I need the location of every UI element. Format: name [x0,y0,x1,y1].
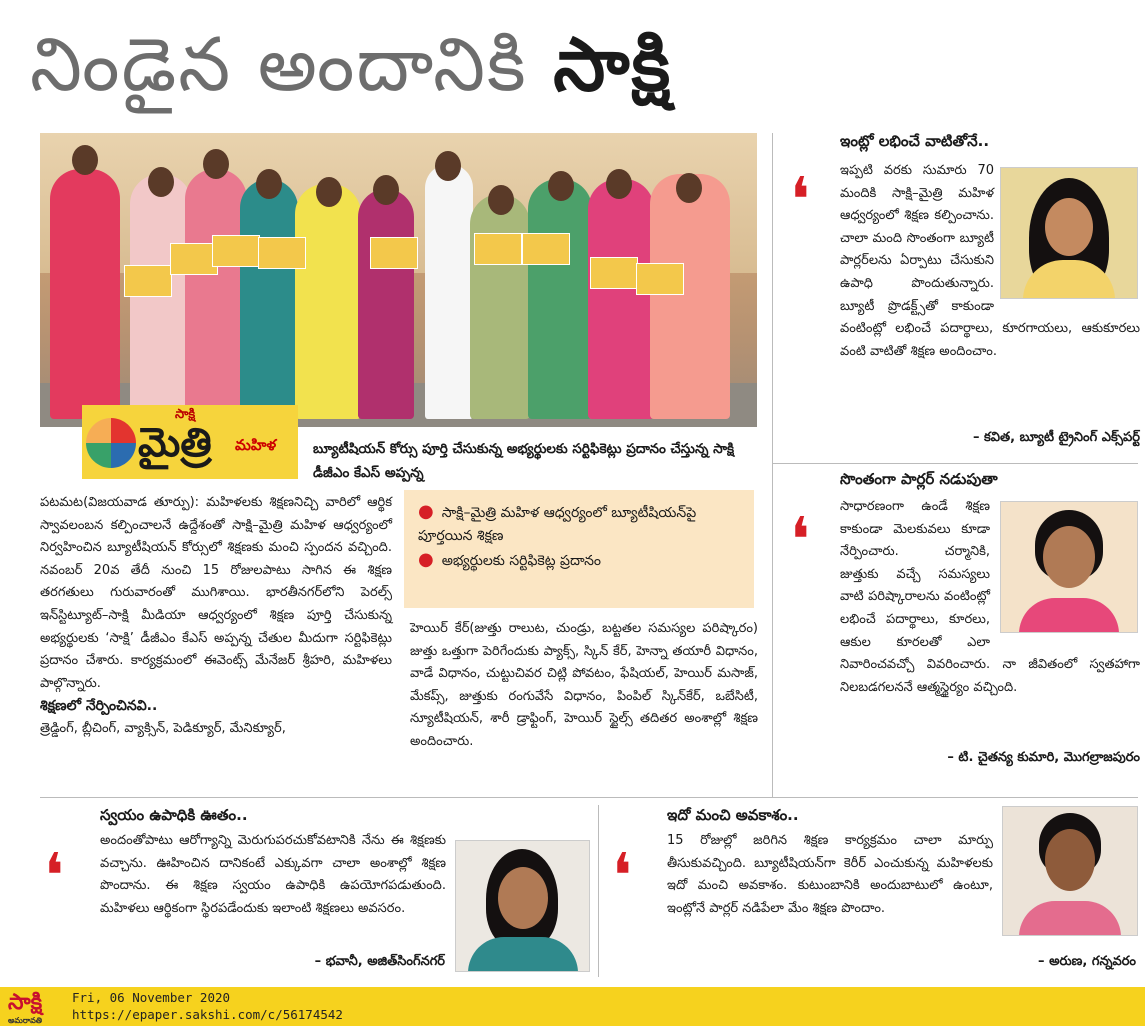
highlight-text: సాక్షి–మైత్రి మహిళ ఆధ్వర్యంలో బ్యూటీషియన్‌పై పూర్తయిన శిక్షణ [418,505,697,544]
bottom-quote-2-text: 15 రోజుల్లో జరిగిన శిక్షణ కార్యక్రమం చాలా మార్పు తీసుకువచ్చింది. బ్యూటీషియన్‌గా కెరీర్‌ ఎంచుకున్న మహిళలకు ఇదో మంచి అవకాశం. కుటుంబానికి అందుబాటులో ఉంటూ, ఇంట్లోనే పార్లర్‌ నడిపేలా మేం శిక్షణ పొందాం. [667,833,993,916]
side-quote-1-body: ఇప్పటి వరకు సుమారు 70 మందికి సాక్షి–మైత్రి మహిళ ఆధ్వర్యంలో శిక్షణ కల్పించాను. చాలా మంది సొంతంగా బ్యూటీ పార్లర్‌లను ఏర్పాటు చేసుకుని ఉపాధి పొందుతున్నారు. బ్యూటీ ప్రొడక్ట్స్‌తో కాకుండా వంటింట్లో లభించే పదార్థాలు, కూరగాయలు, ఆకుకూరలు వంటి వాటితో శిక్షణ అందించాం. [840,163,1140,359]
footer-url[interactable]: https://epaper.sakshi.com/c/56174542 [72,1007,343,1022]
side-quote-1-attribution: – కవిత, బ్యూటీ ట్రైనింగ్‌ ఎక్స్‌పర్ట్‌ [972,430,1140,445]
headline-main: నిండైన అందానికి [30,22,528,108]
bullet-icon: ● [418,501,434,522]
group-photo [40,133,757,427]
article-column-1-end: త్రెడ్డింగ్, బ్లీచింగ్, వ్యాక్సిన్, పెడిక్యూర్, మేనిక్యూర్, [40,720,286,736]
article-column-1 [40,492,392,741]
quote-icon: ❛ [44,839,64,912]
bottom-divider [598,805,599,977]
article-body: పటమట(విజయవాడ తూర్పు): మహిళలకు శిక్షణనిచ్చి వారిలో ఆర్థిక స్వావలంబన కల్పించాలనే ఉద్దేశంతో సాక్షి–మైత్రి మహిళ ఆధ్వర్యంలో నిర్వహించిన బ్యూటీషియన్‌ కోర్సులో శిక్షణకు మంచి స్పందన వచ్చింది. నవంబర్‌ 20వ తేదీ నుంచి 15 రోజులపాటు సాగిన ఈ శిక్షణ తరగతులు గురువారంతో ముగిశాయి. భారతీనగర్‌లోని పెరల్స్‌ ఇన్‌స్టిట్యూట్‌–సాక్షి మీడియా ఆధ్వర్యంలో శిక్షణ పూర్తి చేసుకున్న అభ్యర్థులకు ‘సాక్షి’ డీజీఎం కేఎస్‌ అప్పన్న చేతుల మీదుగా సర్టిఫికెట్లు ప్రదానం చేశారు. కార్యక్రమంలో ఈవెంట్స్‌ మేనేజర్‌ శ్రీహరి, మహిళలు పాల్గొన్నారు. [40,495,392,691]
quote-icon: ❛ [612,839,632,912]
highlight-text: అభ్యర్థులకు సర్టిఫికెట్ల ప్రదానం [441,553,602,569]
bottom-quote-1-title: స్వయం ఉపాధికి ఊతం.. [100,806,248,824]
portrait-bhavani [455,840,590,972]
portrait-aruna [1002,806,1138,936]
headline [30,10,1110,120]
bottom-quote-2-title: ఇదో మంచి అవకాశం.. [667,806,799,824]
side-quote-2-body: సాధారణంగా ఉండే శిక్షణ కాకుండా మెలకువలు కూడా నేర్పించారు. చర్మానికి, జుత్తుకు వచ్చే సమస్యలు వాటి పరిష్కారాలను వంటింట్లో లభించే పదార్థాలు, కూరలు, ఆకుల కూరలతో ఎలా నివారించవచ్చో వివరించారు. నా జీవితంలో స్వతహాగా నిలబడగలననే ఆత్మస్థైర్యం వచ్చింది. [840,499,1140,695]
quote-icon: ❛ [790,503,810,576]
footer-logo-subtext: అమరావతి [8,1016,43,1025]
headline-brand: సాక్షి [553,22,673,108]
portrait-kavitha [1000,167,1138,299]
article-column-2: హెయిర్‌ కేర్‌(జుత్తు రాలుట, చుండ్రు, బట్టతల సమస్యల పరిష్కారం) జుత్తు ఒత్తుగా పెరిగేందుకు ప్యాక్స్, స్కిన్‌ కేర్, హెన్నా తయారీ విధానం, వాడే విధానం, చుట్టుచివర చిట్లి పోవటం, ఫేషియల్, హెయిర్‌ మసాజ్, మేకప్స్, జుత్తుకు రంగువేసే విధానం, పింపిల్‌ స్కిన్‌కేర్, ఒబేసిటీ, న్యూటీషియన్, శారీ డ్రాఫ్టింగ్, హెయిర్‌ స్టైల్స్‌ తదితర అంశాల్లో శిక్షణ అందించారు. [410,621,758,749]
logo-main-text: మైత్రి [138,420,212,466]
column-divider [772,133,773,797]
bullet-icon: ● [418,549,434,570]
side-quote-2-attribution: – టి. చైతన్య కుమారి, మొగల్రాజపురం [947,750,1140,765]
bottom-quote-1-text: అందంతోపాటు ఆరోగ్యాన్ని మెరుగుపరచుకోవటానికి నేను ఈ శిక్షణకు వచ్చాను. ఊహించిన దానికంటే ఎక్కువగా చాలా అంశాల్లో శిక్షణ పొందాను. ఈ శిక్షణ స్వయం ఉపాధికి ఉపయోగపడుతుంది. మహిళలు ఆర్థికంగా స్థిరపడేందుకు ఇలాంటి శిక్షణలు అవసరం. [100,833,446,916]
maitri-logo-emblem [86,418,136,468]
article-subhead: శిక్షణలో నేర్పించినవి.. [40,698,158,715]
side-quote-2-title: సొంతంగా పార్లర్‌ నడుపుతా [840,470,998,488]
highlight-item [418,548,740,573]
footer-info [72,989,343,1023]
footer-logo [8,990,42,1027]
bottom-quote-1-attribution: – భవానీ, అజిత్‌సింగ్‌నగర్‌ [314,954,445,969]
logo-top-text: సాక్షి [175,407,196,422]
photo-caption: బ్యూటీషియన్‌ కోర్సు పూర్తి చేసుకున్న అభ్యర్థులకు సర్టిఫికెట్లు ప్రదానం చేస్తున్న సాక్షి డీజీఎం కేఎస్‌ అప్పన్న [313,441,735,481]
highlight-box [404,490,754,608]
highlight-item [418,500,740,548]
footer-date: Fri, 06 November 2020 [72,990,231,1005]
portrait-chaitanya [1000,501,1138,633]
bottom-quote-2-attribution: – అరుణ, గన్నవరం [1038,954,1136,969]
section-divider [40,797,1138,798]
footer-logo-text: సాక్షి [8,990,43,1015]
side-quote-1-title: ఇంట్లో లభించే వాటితోనే.. [840,132,990,150]
side-divider [772,463,1138,464]
logo-side-text: మహిళ [235,436,277,454]
quote-icon: ❛ [790,163,810,236]
